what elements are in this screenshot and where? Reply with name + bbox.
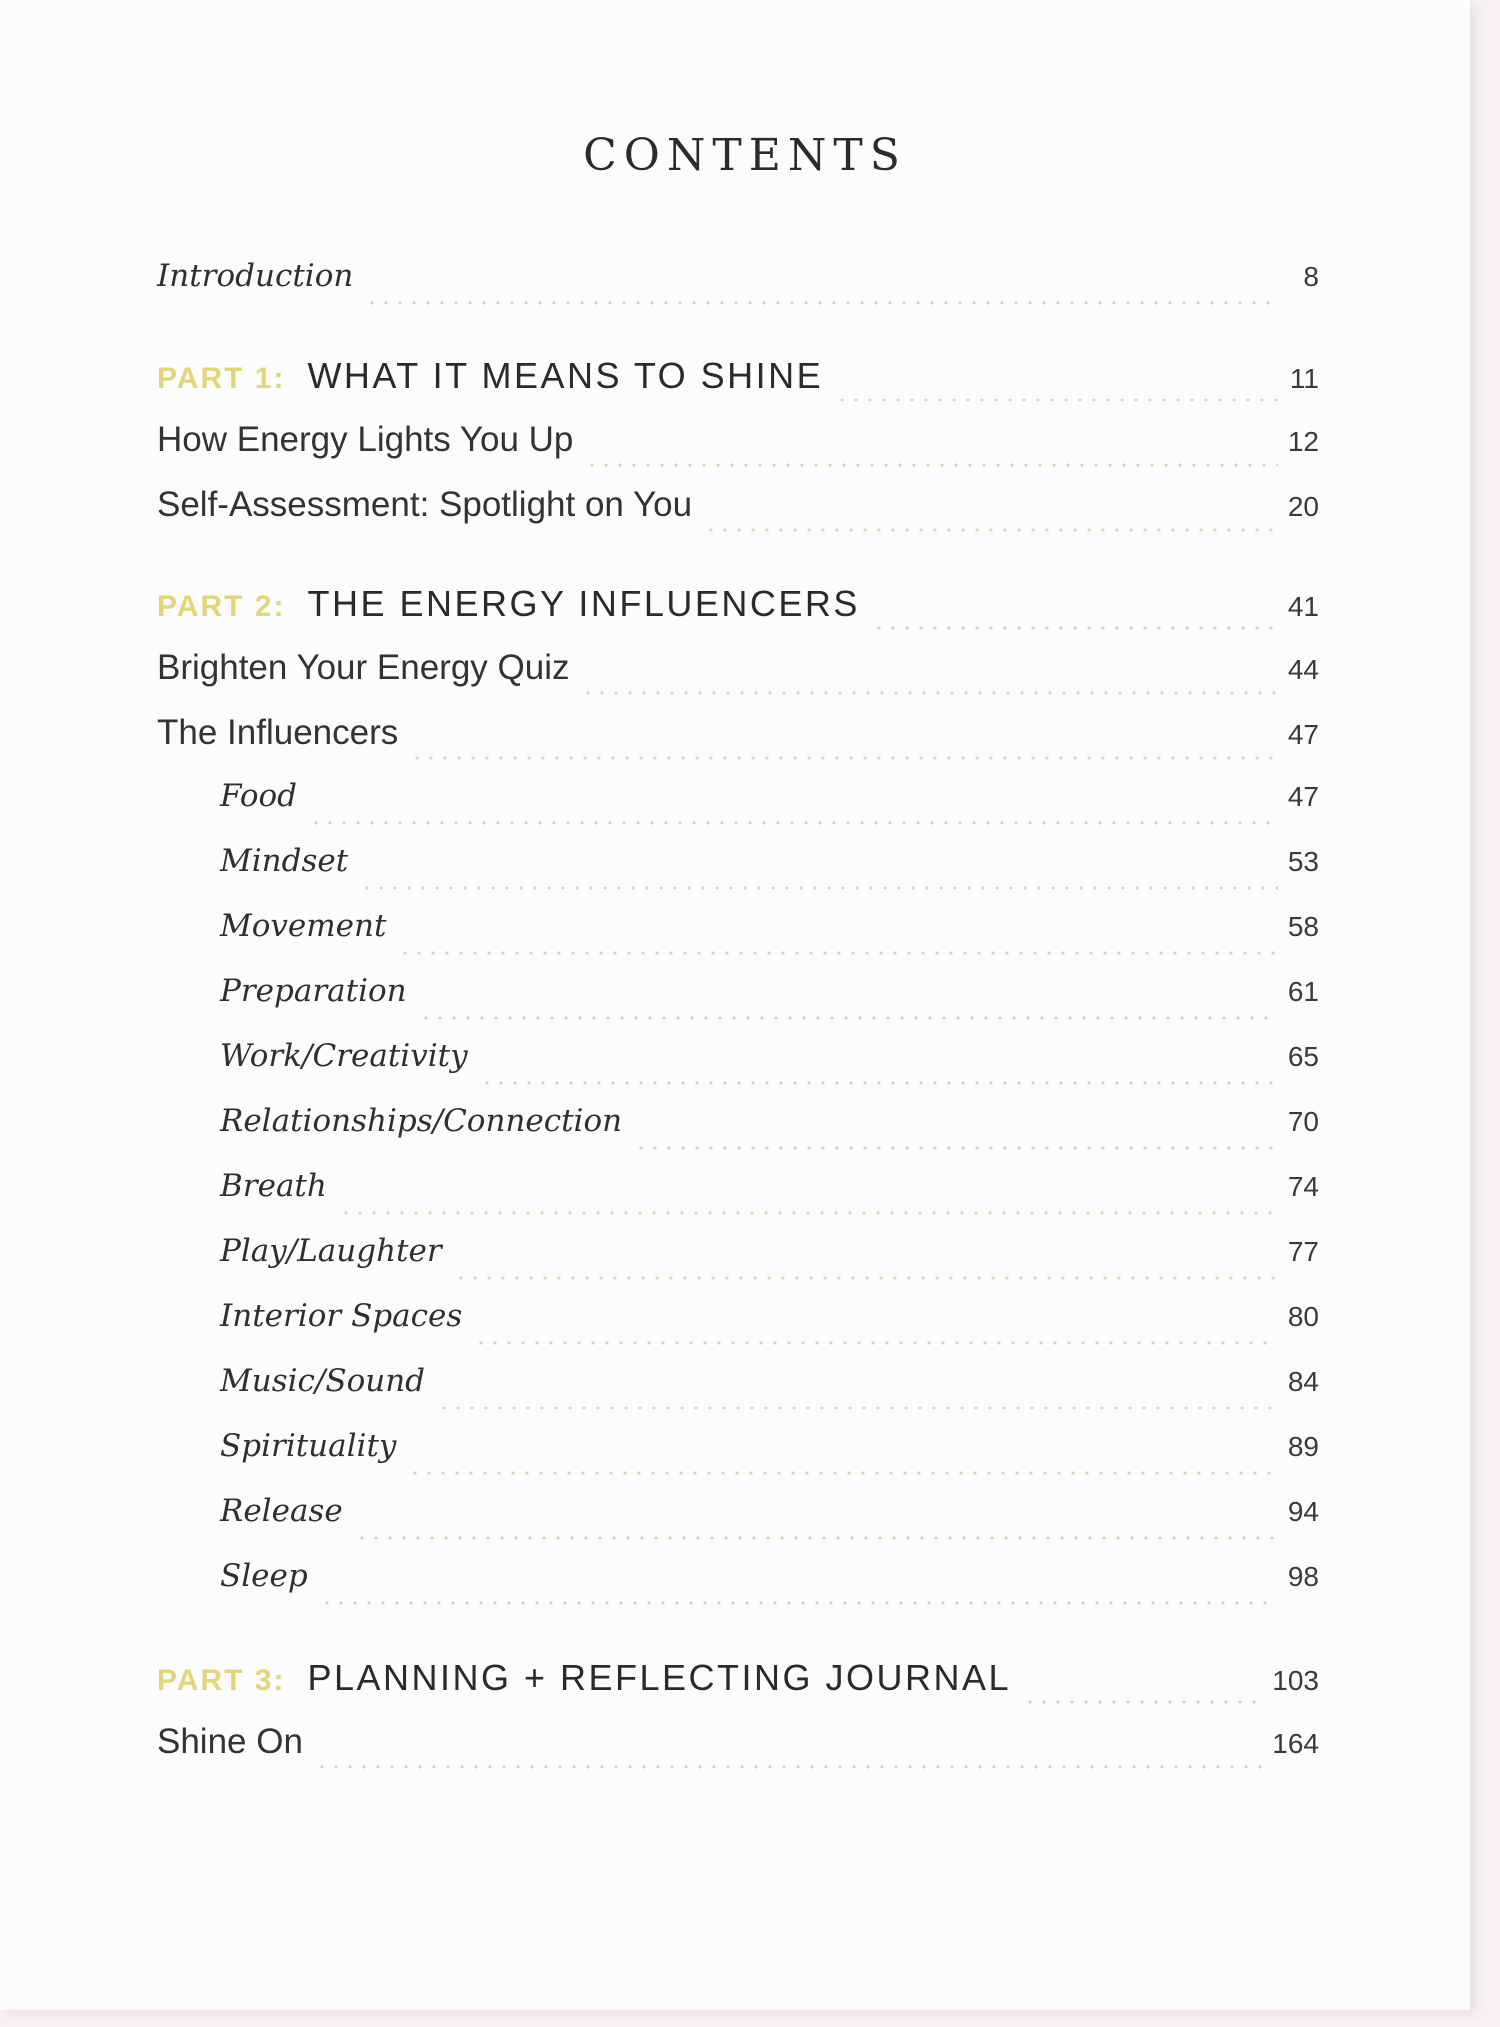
toc-subentry-mindset[interactable] xyxy=(220,843,1319,901)
toc-entry-page: 89 xyxy=(1287,1431,1319,1462)
toc-part-2-heading[interactable] xyxy=(157,583,1319,641)
toc-subentry-sleep[interactable] xyxy=(220,1558,1319,1616)
toc-subentry-movement[interactable] xyxy=(220,908,1319,966)
toc-entry-label: Shine On xyxy=(157,1722,303,1761)
dot-leader xyxy=(454,1275,1278,1281)
dot-leader xyxy=(581,690,1277,696)
toc-entry-label: Introduction xyxy=(157,258,354,294)
dot-leader xyxy=(320,1600,1278,1606)
toc-entry-page: 58 xyxy=(1287,911,1319,942)
toc-part-label xyxy=(157,355,823,397)
toc-entry-page: 94 xyxy=(1287,1496,1319,1527)
dot-leader xyxy=(419,1015,1278,1021)
toc-subentry-spirituality[interactable] xyxy=(220,1428,1319,1486)
toc-subentry-preparation[interactable] xyxy=(220,973,1319,1031)
dot-leader xyxy=(480,1080,1278,1086)
toc-entry-quiz[interactable] xyxy=(157,648,1319,706)
toc-entry-label: Release xyxy=(220,1493,343,1529)
toc-entry-label: Mindset xyxy=(220,843,349,879)
toc-entry-page: 53 xyxy=(1287,846,1319,877)
toc-entry-page: 41 xyxy=(1287,591,1319,622)
toc-entry-page: 47 xyxy=(1287,719,1319,750)
toc-subentry-music-sound[interactable] xyxy=(220,1363,1319,1421)
toc-entry-label: Relationships/Connection xyxy=(220,1103,623,1139)
toc-entry-label: Brighten Your Energy Quiz xyxy=(157,648,570,687)
toc-entry-influencers[interactable] xyxy=(157,713,1319,771)
toc-entry-label: Preparation xyxy=(220,973,407,1009)
part-number: PART 2: xyxy=(157,590,286,623)
toc-entry-page: 47 xyxy=(1287,781,1319,812)
dot-leader xyxy=(360,885,1278,891)
toc-entry-label: Play/Laughter xyxy=(220,1233,442,1269)
toc-subentry-play-laughter[interactable] xyxy=(220,1233,1319,1291)
toc-entry-page: 65 xyxy=(1287,1041,1319,1072)
toc-entry-page: 70 xyxy=(1287,1106,1319,1137)
dot-leader xyxy=(408,1470,1277,1476)
toc-entry-page: 77 xyxy=(1287,1236,1319,1267)
toc-entry-page: 84 xyxy=(1287,1366,1319,1397)
toc-entry-page: 103 xyxy=(1272,1665,1319,1696)
toc-entry-self-assessment[interactable] xyxy=(157,485,1319,543)
toc-subentry-relationships[interactable] xyxy=(220,1103,1319,1161)
toc-entry-label: Movement xyxy=(220,908,387,944)
toc-entry-page: 8 xyxy=(1303,261,1319,292)
toc-entry-page: 11 xyxy=(1289,363,1319,394)
toc-entry-page: 20 xyxy=(1287,491,1319,522)
toc-entry-label: Sleep xyxy=(220,1558,308,1594)
dot-leader xyxy=(585,462,1277,468)
toc-entry-page: 44 xyxy=(1287,654,1319,685)
dot-leader xyxy=(835,397,1279,403)
part-number: PART 3: xyxy=(157,1664,286,1697)
toc-entry-label: Self-Assessment: Spotlight on You xyxy=(157,485,693,524)
toc-part-3-heading[interactable] xyxy=(157,1657,1319,1715)
toc-subentry-interior-spaces[interactable] xyxy=(220,1298,1319,1356)
dot-leader xyxy=(474,1340,1278,1346)
toc-entry-page: 98 xyxy=(1287,1561,1319,1592)
toc-entry-page: 80 xyxy=(1287,1301,1319,1332)
part-title: PLANNING + REFLECTING JOURNAL xyxy=(307,1657,1012,1698)
toc-entry-label: Breath xyxy=(220,1168,327,1204)
toc-entry-label: Music/Sound xyxy=(220,1363,426,1399)
dot-leader xyxy=(704,527,1278,533)
toc-entry-introduction[interactable] xyxy=(157,258,1319,316)
dot-leader xyxy=(634,1145,1278,1151)
toc-entry-label: Food xyxy=(220,778,297,814)
toc-entry-page: 164 xyxy=(1272,1728,1319,1759)
part-title: WHAT IT MEANS TO SHINE xyxy=(307,355,824,396)
dot-leader xyxy=(365,300,1279,306)
toc-entry-label: Interior Spaces xyxy=(220,1298,463,1334)
dot-leader xyxy=(315,1764,1262,1770)
toc-entry-label: Work/Creativity xyxy=(220,1038,468,1074)
toc-subentry-breath[interactable] xyxy=(220,1168,1319,1226)
toc-part-label xyxy=(157,1657,1011,1699)
dot-leader xyxy=(355,1535,1278,1541)
part-title: THE ENERGY INFLUENCERS xyxy=(307,583,860,624)
toc-entry-page: 12 xyxy=(1287,426,1319,457)
toc-entry-label: The Influencers xyxy=(157,713,399,752)
toc-subentry-release[interactable] xyxy=(220,1493,1319,1551)
toc-entry-label: How Energy Lights You Up xyxy=(157,420,574,459)
toc-entry-shine-on[interactable] xyxy=(157,1722,1319,1780)
dot-leader xyxy=(872,625,1278,631)
toc-entry-page: 74 xyxy=(1287,1171,1319,1202)
toc-subentry-food[interactable] xyxy=(220,778,1319,836)
dot-leader xyxy=(339,1210,1278,1216)
part-number: PART 1: xyxy=(157,362,286,395)
toc-entry-label: Spirituality xyxy=(220,1428,397,1464)
dot-leader xyxy=(410,755,1278,761)
dot-leader xyxy=(1023,1699,1262,1705)
dot-leader xyxy=(309,820,1278,826)
dot-leader xyxy=(398,950,1277,956)
toc-entry-page: 61 xyxy=(1287,976,1319,1007)
toc-entry-how-energy[interactable] xyxy=(157,420,1319,478)
page-title: CONTENTS xyxy=(583,130,907,181)
toc-part-1-heading[interactable] xyxy=(157,355,1319,413)
toc-subentry-work-creativity[interactable] xyxy=(220,1038,1319,1096)
dot-leader xyxy=(437,1405,1278,1411)
toc-part-label xyxy=(157,583,860,625)
